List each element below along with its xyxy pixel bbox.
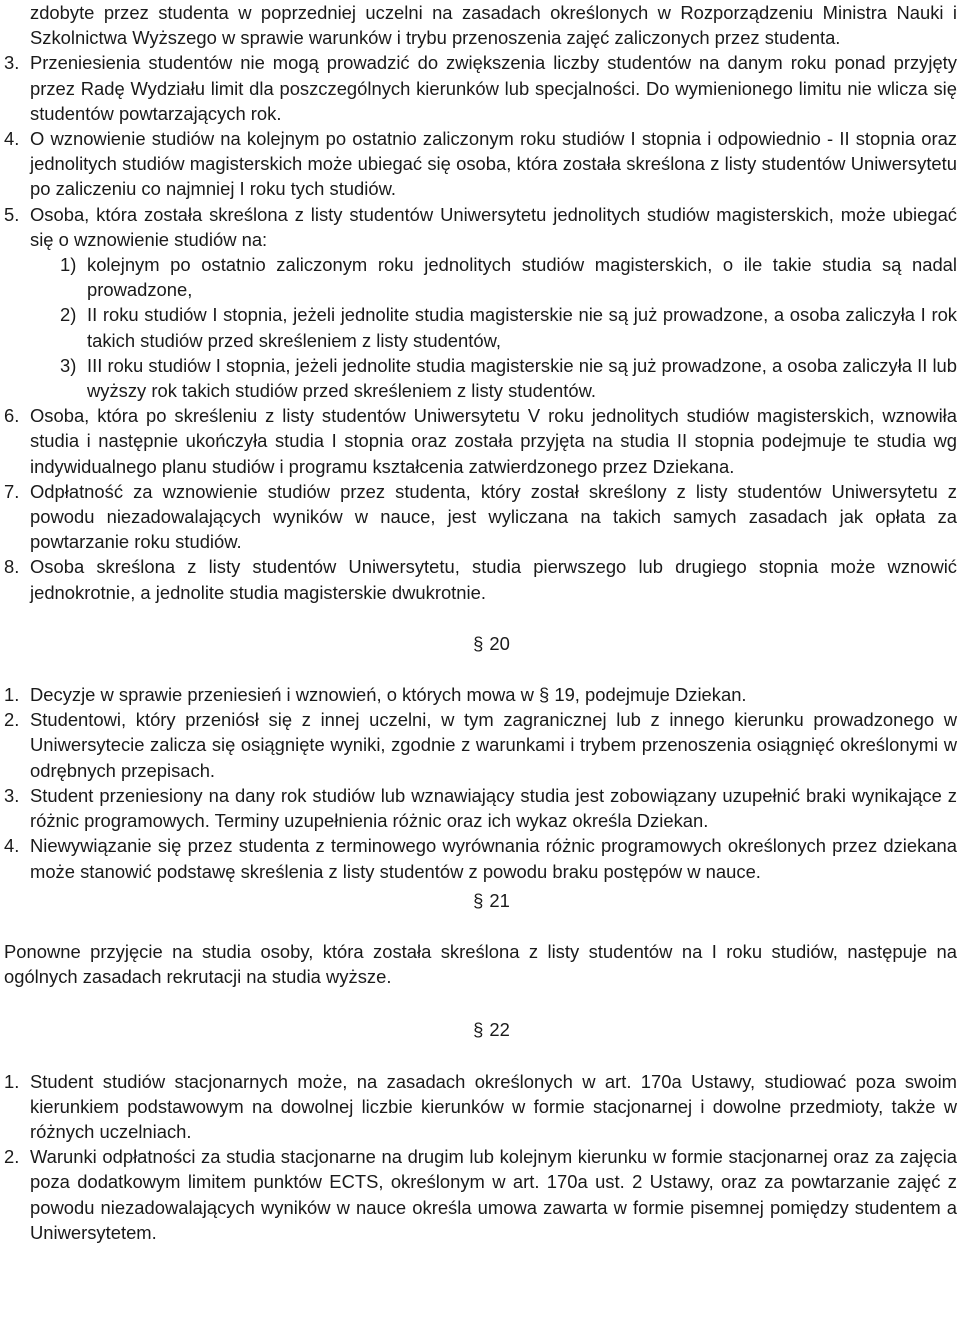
paragraph — [4, 939, 957, 989]
section-number: 22 — [489, 1019, 510, 1041]
item-number: 1. — [4, 1070, 20, 1092]
continuation-text: zdobyte przez studenta w poprzedniej uczelni na zasadach określonych w Rozporządzeniu Ministra Nauki i Szkolnictwa Wyższego w sprawie warunków i trybu przenoszenia zajęć zaliczonych przez studenta. — [30, 2, 957, 49]
item-text: Decyzje w sprawie przeniesień i wznowień, o których mowa w § 19, podejmuje Dziekan. — [30, 684, 747, 706]
item-number: 3. — [4, 784, 20, 806]
sub-item — [4, 302, 957, 352]
document-page — [4, 0, 957, 1245]
sub-item-text: II roku studiów I stopnia, jeżeli jednolite studia magisterskie nie są już prowadzone, a osoba zaliczyła I rok takich studiów przed skreśleniem z listy studentów, — [87, 304, 957, 351]
item-number: 5. — [4, 203, 20, 225]
list-item — [4, 707, 957, 783]
item-text: Osoba skreślona z listy studentów Uniwersytetu, studia pierwszego lub drugiego stopnia może wznowić jednokrotnie, a jednolite studia magisterskie dwukrotnie. — [30, 556, 957, 603]
section-sign: § — [473, 632, 484, 654]
section-number: 20 — [489, 632, 510, 654]
list-item — [4, 126, 957, 202]
item-text: Student przeniesiony na dany rok studiów lub wznawiający studia jest zobowiązany uzupełnić braki wynikające z różnic programowych. Terminy uzupełnienia różnic oraz ich wykaz określa Dziekan. — [30, 784, 957, 832]
spacer — [4, 656, 957, 682]
item-text: Przeniesienia studentów nie mogą prowadzić do zwiększenia liczby studentów na danym roku ponad przyjęty przez Radę Wydziału limit dla poszczególnych kierunków lub specjalności. Do wymienionego limitu nie wlicza się studentów powtarzających rok. — [30, 52, 957, 124]
spacer — [4, 989, 957, 1017]
sub-item-number: 3) — [60, 354, 77, 376]
paragraph-text: Ponowne przyjęcie na studia osoby, która została skreślona z listy studentów na I roku studiów, następuje na ogólnych zasadach rekrutacji na studia wyższe. — [4, 940, 957, 988]
list-item — [4, 202, 957, 252]
item-text: Warunki odpłatności za studia stacjonarne na drugim lub kolejnym kierunku w formie stacjonarnej oraz za zajęcia poza dodatkowym limitem punktów ECTS, określonym w art. 170a ust. 2 Ustawy, oraz za powtarzanie zajęć z powodu niezadowalających wyników w nauce określa umowa zawarta w formie pisemnej pomiędzy studentem a Uniwersytetem. — [30, 1146, 957, 1243]
sub-item-number: 2) — [60, 304, 77, 326]
section-sign: § — [473, 889, 484, 911]
sub-item-number: 1) — [60, 254, 77, 276]
spacer — [4, 913, 957, 939]
item-number: 2. — [4, 1146, 20, 1168]
item-text: Odpłatność za wznowienie studiów przez studenta, który został skreślony z listy studentów Uniwersytetu z powodu niezadowalających wyników w nauce, jest wyliczana na takich samych zasadach jak opłata za powtarzanie roku studiów. — [30, 480, 957, 553]
item-number: 4. — [4, 128, 20, 150]
item-text: Student studiów stacjonarnych może, na zasadach określonych w art. 170a Ustawy, studiować poza swoim kierunkiem podstawowym na dowolnej liczbie kierunków w formie stacjonarnej i dowolne przedmioty, także w różnych uczelniach. — [30, 1070, 957, 1142]
list-item — [4, 50, 957, 126]
item-number: 8. — [4, 556, 20, 578]
sub-item — [4, 353, 957, 403]
item-number: 6. — [4, 405, 20, 427]
section-heading-22 — [4, 1017, 957, 1042]
list-item — [4, 682, 957, 707]
paragraph-continuation — [4, 0, 957, 50]
spacer — [4, 1043, 957, 1069]
list-item — [4, 783, 957, 833]
section-heading-21 — [4, 888, 957, 913]
item-number: 1. — [4, 684, 20, 706]
item-number: 3. — [4, 52, 20, 74]
item-number: 7. — [4, 480, 20, 502]
list-item — [4, 403, 957, 479]
item-text: Osoba, która po skreśleniu z listy studentów Uniwersytetu V roku jednolitych studiów magisterskich, wznowiła studia i następnie ukończyła studia I stopnia oraz została przyjęta na studia II stopnia podejmuje te studia wg indywidualnego planu studiów i programu kształcenia zatwierdzonego przez Dziekana. — [30, 405, 957, 477]
sub-item-text: III roku studiów I stopnia, jeżeli jednolite studia magisterskie nie są już prowadzone, a osoba zaliczyła II lub wyższy rok takich studiów przed skreśleniem z listy studentów. — [87, 354, 957, 402]
section-heading-20 — [4, 631, 957, 656]
list-item — [4, 1144, 957, 1245]
item-text: Studentowi, który przeniósł się z innej uczelni, w tym zagranicznej lub z innego kierunku prowadzonego w Uniwersytecie zalicza się osiągnięte wyniki, zgodnie z warunkami i trybem przenoszenia osiągnięć określonymi w odrębnych przepisach. — [30, 709, 957, 781]
section-number: 21 — [489, 889, 510, 911]
sub-item-text: kolejnym po ostatnio zaliczonym roku jednolitych studiów magisterskich, o ile takie studia są nadal prowadzone, — [87, 254, 957, 301]
spacer — [4, 605, 957, 631]
sub-item — [4, 252, 957, 302]
item-text: Niewywiązanie się przez studenta z terminowego wyrównania różnic programowych określonych przez dziekana może stanowić podstawę skreślenia z listy studentów z powodu braku postępów w nauce. — [30, 835, 957, 882]
section-sign: § — [473, 1019, 484, 1041]
list-item — [4, 833, 957, 883]
item-number: 4. — [4, 835, 20, 857]
item-number: 2. — [4, 709, 20, 731]
list-item — [4, 479, 957, 555]
list-item — [4, 554, 957, 604]
item-text: O wznowienie studiów na kolejnym po ostatnio zaliczonym roku studiów I stopnia i odpowiednio - II stopnia oraz jednolitych studiów magisterskich może ubiegać się osoba, która została skreślona z listy studentów Uniwersytetu po zaliczeniu co najmniej I roku tych studiów. — [30, 128, 957, 200]
list-item — [4, 1069, 957, 1145]
item-text: Osoba, która została skreślona z listy studentów Uniwersytetu jednolitych studiów magisterskich, może ubiegać się o wznowienie studiów na: — [30, 203, 957, 250]
